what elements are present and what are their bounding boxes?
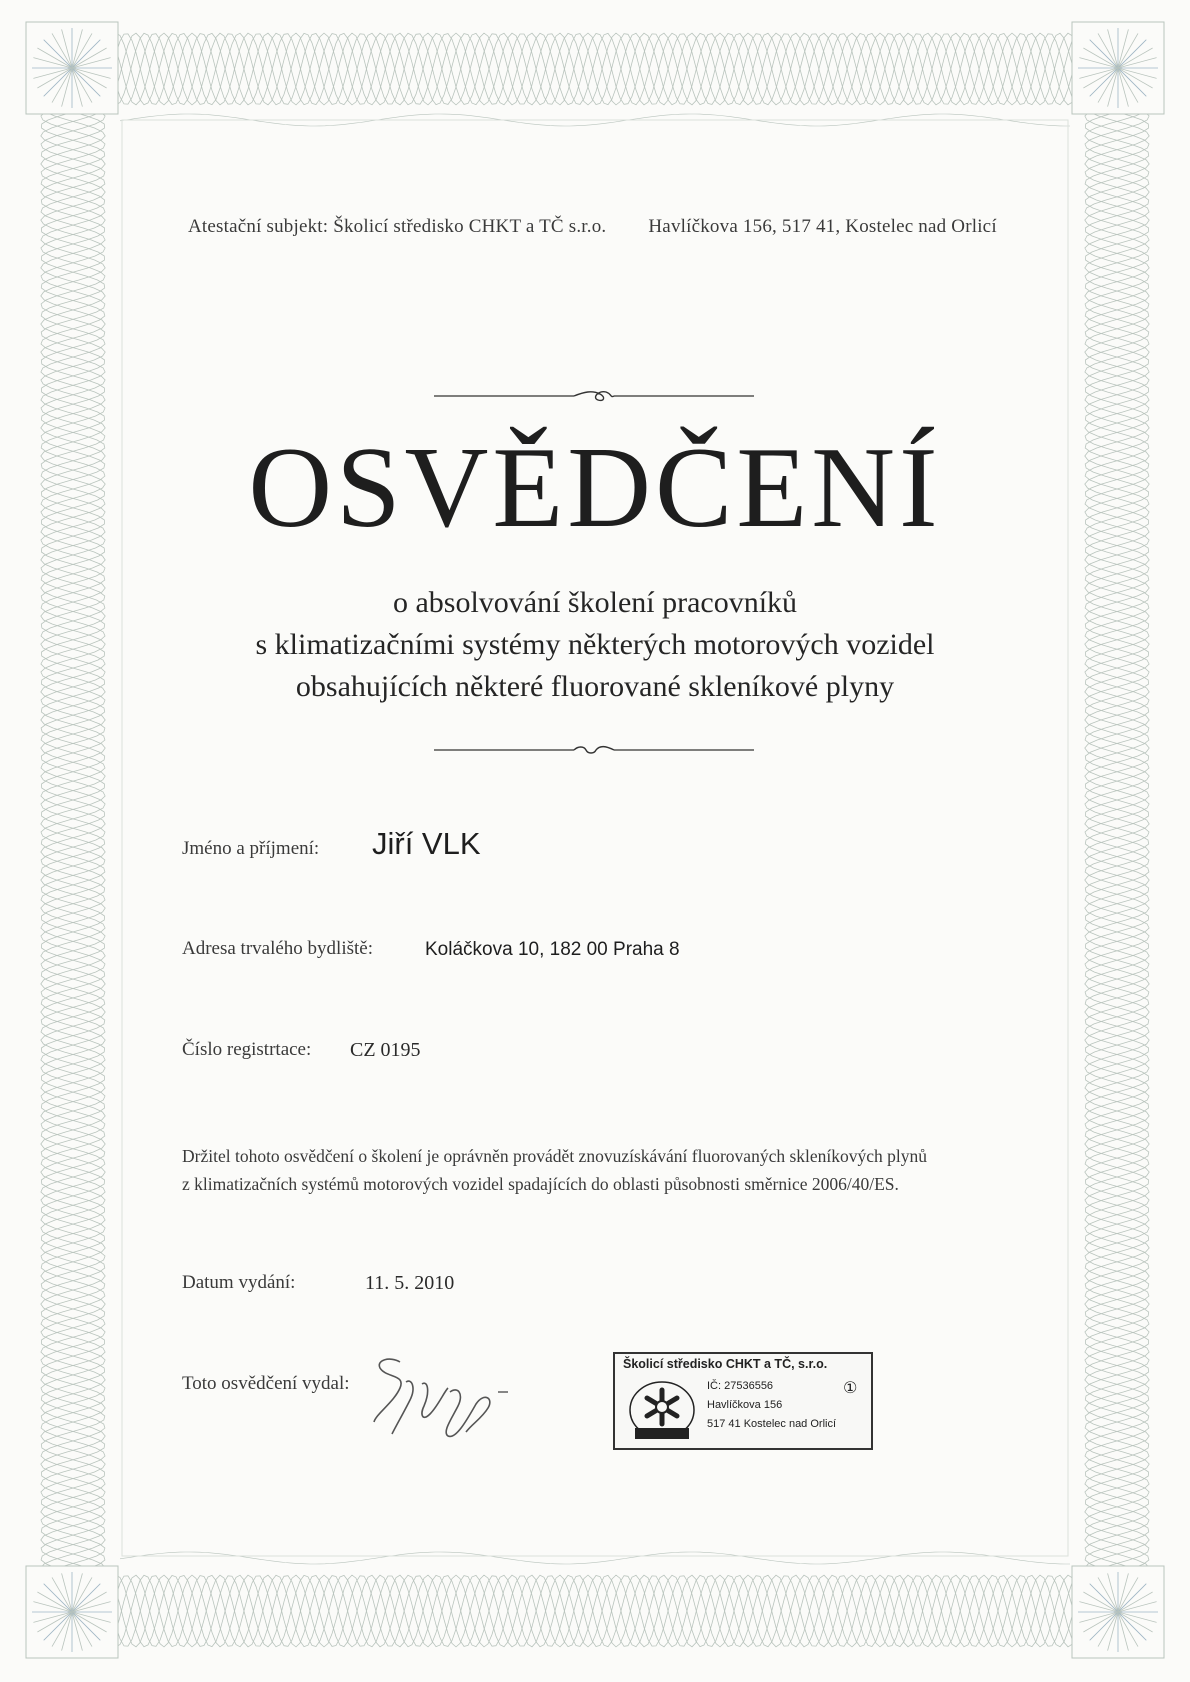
- stamp-street: Havlíčkova 156: [707, 1399, 783, 1411]
- stamp-city: 517 41 Kostelec nad Orlicí: [707, 1418, 837, 1430]
- snowflake-logo-icon: [627, 1378, 697, 1442]
- stamp-number: ①: [843, 1380, 858, 1397]
- issuer-text: Atestační subjekt: Školicí středisko CHKT a TČ s.r.o.: [188, 216, 607, 237]
- address-value: Koláčkova 10, 182 00 Praha 8: [425, 939, 680, 960]
- company-stamp: [613, 1352, 873, 1450]
- stamp-ic: IČ: 27536556: [707, 1380, 774, 1392]
- subtitle-line-2: s klimatizačními systémy některých motorových vozidel: [255, 628, 935, 661]
- note-line-1: Držitel tohoto osvědčení o školení je oprávněn provádět znovuzískávání fluorovaných skleníkových plynů: [182, 1146, 928, 1166]
- authorization-note: [182, 1142, 1022, 1198]
- issued-by-label: Toto osvědčení vydal:: [182, 1373, 350, 1394]
- name-label: Jméno a příjmení:: [182, 838, 320, 859]
- registration-label: Číslo registrtace:: [182, 1039, 312, 1060]
- note-line-2: z klimatizačních systémů motorových vozidel spadajících do oblasti působnosti směrnice 2006/40/ES.: [182, 1174, 899, 1194]
- date-value: 11. 5. 2010: [365, 1272, 455, 1294]
- ornament-top-divider: [434, 386, 754, 406]
- subtitle-line-3: obsahujících některé fluorované skleníkové plyny: [295, 670, 895, 703]
- certificate-title: OSVĚDČENÍ: [248, 424, 942, 552]
- issuer-header: [188, 216, 1008, 238]
- stamp-company-name: Školicí středisko CHKT a TČ, s.r.o.: [623, 1357, 828, 1371]
- ornament-bottom-divider: [434, 740, 754, 760]
- name-value: Jiří VLK: [372, 826, 481, 861]
- certificate-subtitle: [0, 582, 1190, 708]
- address-label: Adresa trvalého bydliště:: [182, 938, 374, 959]
- issuer-address: Havlíčkova 156, 517 41, Kostelec nad Orlicí: [648, 216, 997, 237]
- registration-value: CZ 0195: [350, 1039, 421, 1061]
- date-label: Datum vydání:: [182, 1272, 296, 1293]
- subtitle-line-1: o absolvování školení pracovníků: [392, 586, 798, 619]
- handwritten-signature: [366, 1348, 536, 1448]
